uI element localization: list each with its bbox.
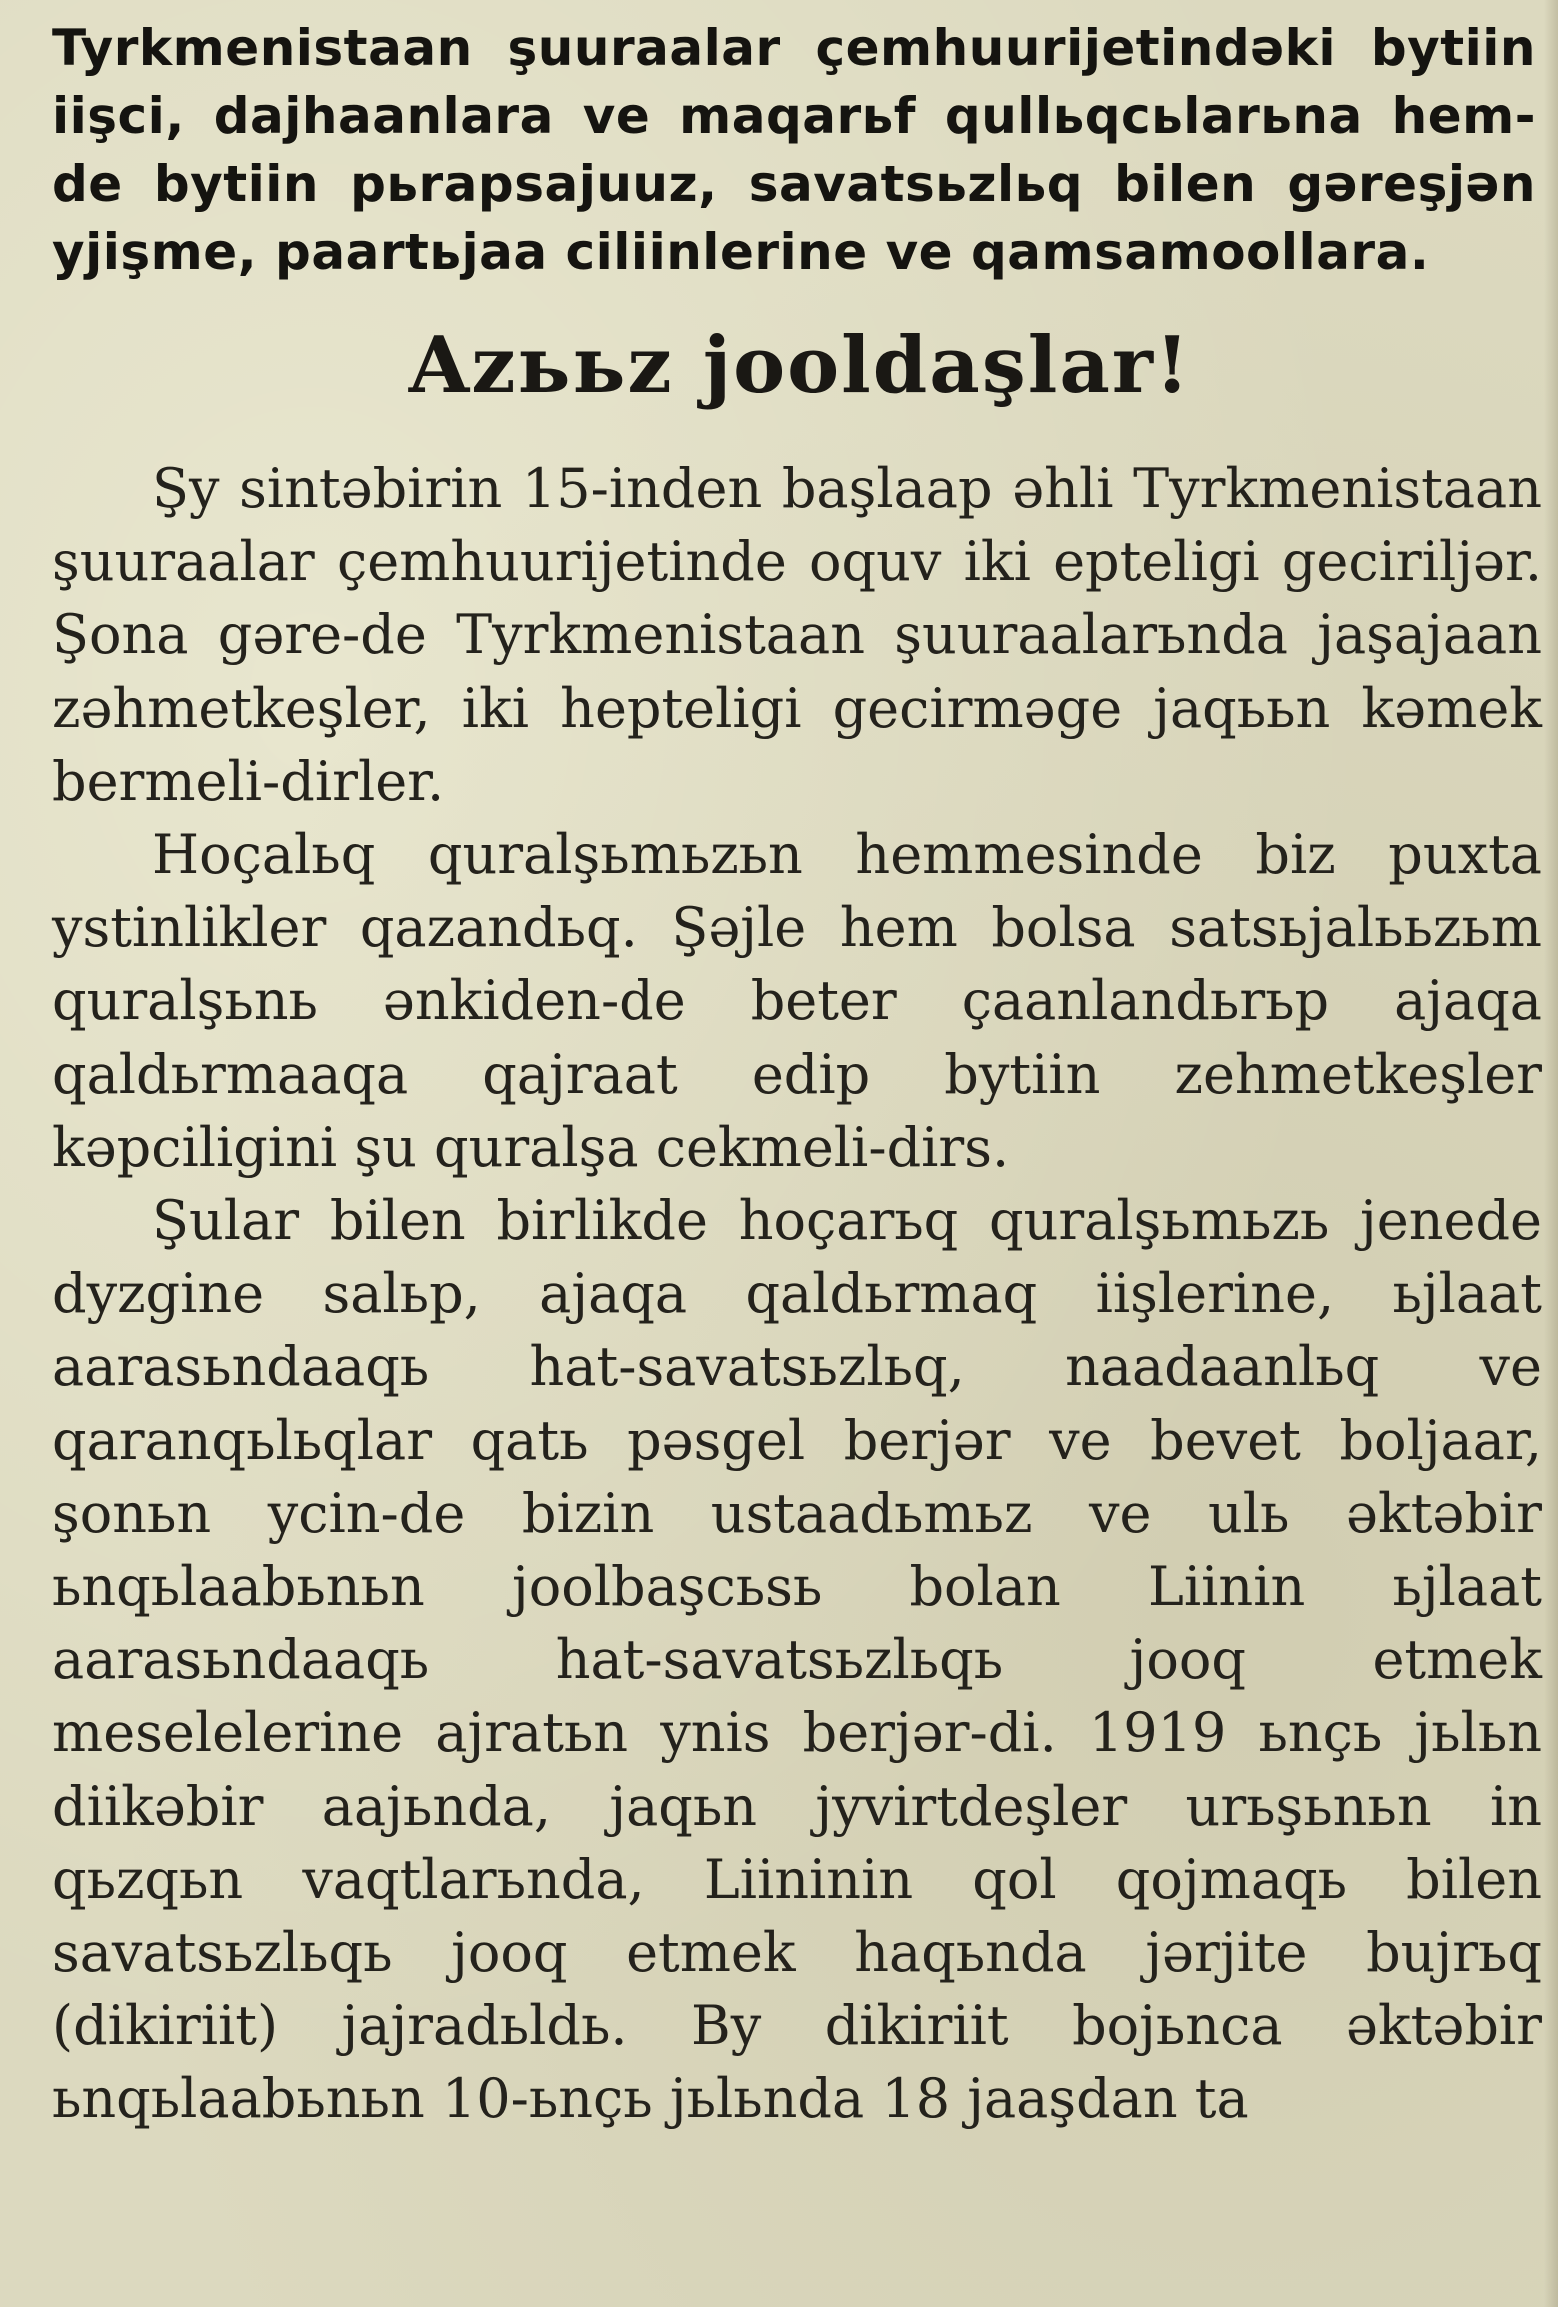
paragraph-1: Şy sintəbirin 15-inden başlaap əhli Tyrkmenistaan şuuraalar çemhuurijetinde oquv iki epteligi geciriljər. Şona gəre-de Tyrkmenistaan şuuraalarьnda jaşajaan zəhmetkeşler, iki hepteligi gecirməge jaqььn kəmek bermeli-dirler. [52,457,1542,813]
headline: Azььz jooldaşlar! [408,320,1192,411]
intro-address: Tyrkmenistaan şuuraalar çemhuurijetindəki bytiin iişci, dajhaanlara ve maqarьf qullьqcьlarьna hem-de bytiin pьrapsajuuz, savatsьzlьq bilen gəreşjən yjişme, paartьjaa ciliinlerine ve qamsamoollara. [52,19,1536,281]
paragraph-3: Şular bilen birlikde hoçarьq quralşьmьzь jenede dyzgine salьp, ajaqa qaldьrmaq iişlerine, ьjlaat aarasьndaaqь hat-savatsьzlьq, naadaanlьq ve qaranqьlьqlar qatь pəsgel berjər ve bevet boljaar, şonьn ycin-de bizin ustaadьmьz ve ulь əktəbir ьnqьlaabьnьn joolbaşcьsь bolan Liinin ьjlaat aarasьndaaqь hat-savatsьzlьqь jooq etmek meselelerine ajratьn ynis berjər-di. 1919 ьnçь jьlьn diikəbir aajьnda, jaqьn jyvirtdeşler urьşьnьn in qьzqьn vaqtlarьnda, Liininin qol qojmaqь bilen savatsьzlьqь jooq etmek haqьnda jərjite bujrьq (dikiriit) jajradьldь. By dikiriit bojьnca əktəbir ьnqьlaabьnьn 10-ьnçь jьlьnda 18 jaaşdan ta [52,1189,1542,2131]
page-edge-shadow [1544,0,1558,2307]
paragraph-2: Hoçalьq quralşьmьzьn hemmesinde biz puxta ystinlikler qazandьq. Şəjle hem bolsa satsьjalььzьm quralşьnь ənkiden-de beter çaanlandьrьp ajaqa qaldьrmaaqa qajraat edip bytiin zehmetkeşler kəpciligini şu quralşa cekmeli-dirs. [52,823,1542,1179]
body-text [52,452,1548,2136]
